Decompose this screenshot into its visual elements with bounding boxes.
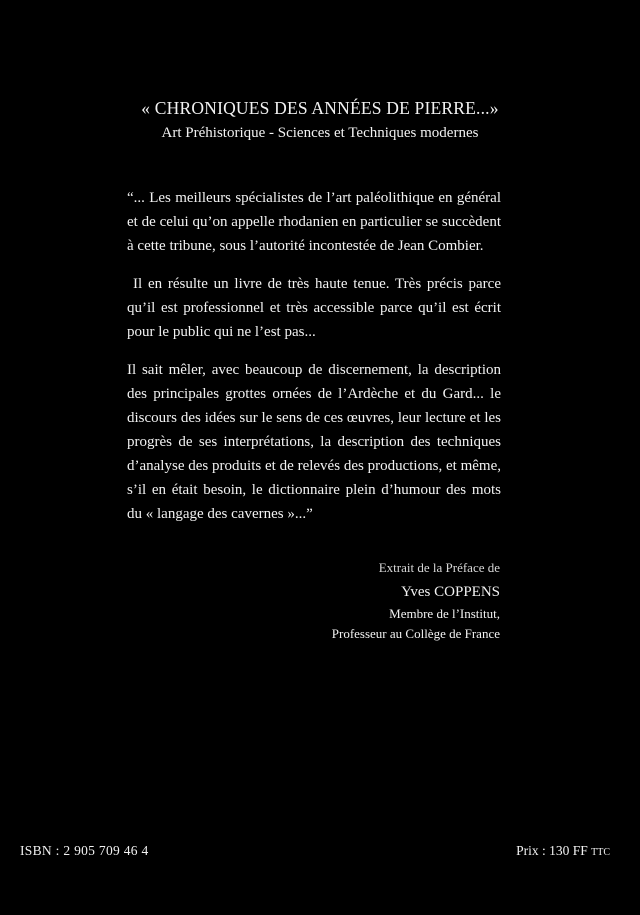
price-tax-suffix: TTC xyxy=(591,847,610,858)
quote-paragraph-3: Il sait mêler, avec beaucoup de discernement, la description des principales grottes ornées de l’Ardèche et du Gard... le discours des idées sur le sens de ces œuvres, leur lecture et les progrès de ses interprétations, la description des techniques d’analyse des produits et de relevés des productions, et même, s’il en était besoin, le dictionnaire plein d’humour des mots du « langage des cavernes »...” xyxy=(127,362,501,522)
back-cover-header xyxy=(0,96,640,144)
quote-paragraph-2: Il en résulte un livre de très haute tenue. Très précis parce qu’il est professionnel et très accessible parce qu’il est écrit pour le public qui ne l’est pas... xyxy=(127,276,501,340)
author-role-institut: Membre de l’Institut, xyxy=(389,606,500,621)
quote-paragraph-1: “... Les meilleurs spécialistes de l’art paléolithique en général et de celui qu’on appelle rhodanien en particulier se succèdent à cette tribune, sous l’autorité incontestée de Jean Combier. xyxy=(127,190,501,254)
price-value: Prix : 130 FF xyxy=(516,843,588,858)
preface-quote xyxy=(127,186,501,540)
author-role-college: Professeur au Collège de France xyxy=(331,626,500,641)
isbn-number: ISBN : 2 905 709 46 4 xyxy=(20,843,149,858)
book-subtitle: Art Préhistorique - Sciences et Techniques modernes xyxy=(161,125,479,141)
price-label xyxy=(516,843,610,859)
author-name: Yves COPPENS xyxy=(401,584,500,600)
extrait-label: Extrait de la Préface de xyxy=(378,560,500,575)
book-title: « CHRONIQUES DES ANNÉES DE PIERRE...» xyxy=(141,98,499,118)
quote-attribution xyxy=(300,558,500,644)
